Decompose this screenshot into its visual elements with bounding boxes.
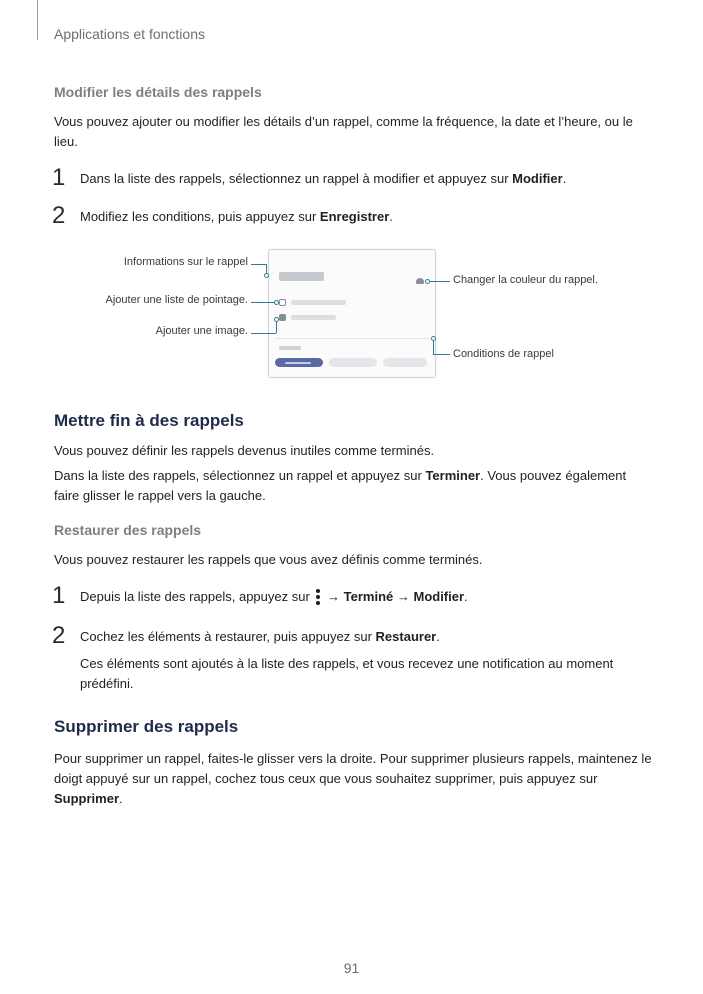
edit-section-title: Modifier les détails des rappels (54, 84, 262, 100)
callout-info: Informations sur le rappel (123, 256, 248, 268)
reminder-title-placeholder (279, 272, 324, 281)
edit-intro: Vous pouvez ajouter ou modifier les détails d’un rappel, comme la fréquence, la date et l’heure, ou le lieu. (54, 114, 633, 149)
divider (275, 338, 429, 339)
page-number: 91 (343, 960, 360, 976)
leader-dot (431, 336, 436, 341)
end-para-2: Dans la liste des rappels, sélectionnez un rappel et appuyez sur Terminer. Vous pouvez également faire glisser le rappel vers la gauche. (54, 468, 627, 503)
leader-dot (274, 300, 279, 305)
leader-line (433, 354, 450, 355)
edit-step-2: Modifiez les conditions, puis appuyez sur Enregistrer. (80, 209, 393, 224)
condition-chip (383, 358, 427, 367)
restore-step-2: Cochez les éléments à restaurer, puis appuyez sur Restaurer. (80, 629, 440, 644)
delete-para: Pour supprimer un rappel, faites-le glisser vers la droite. Pour supprimer plusieurs rappels, maintenez le doigt appuyé sur un rappel, cochez tous ceux que vous souhaitez supprimer, puis appuyez sur Supprimer. (54, 751, 652, 806)
condition-chip (329, 358, 377, 367)
more-options-icon (315, 589, 321, 605)
callout-conditions: Conditions de rappel (453, 348, 554, 360)
palette-icon (416, 278, 424, 284)
reminder-screen-illustration (268, 249, 436, 378)
delete-section-title: Supprimer des rappels (54, 717, 239, 736)
leader-line (251, 302, 275, 303)
step-number: 1 (52, 164, 66, 191)
checklist-placeholder (291, 300, 346, 305)
leader-dot (264, 273, 269, 278)
checklist-icon (279, 299, 286, 306)
callout-checklist: Ajouter une liste de pointage. (105, 294, 248, 306)
restore-step-1: Depuis la liste des rappels, appuyez sur → Terminé → Modifier. (80, 589, 468, 604)
end-para-1: Vous pouvez définir les rappels devenus inutiles comme terminés. (54, 443, 435, 458)
leader-line (251, 333, 276, 334)
chapter-title: Applications et fonctions (54, 26, 205, 42)
end-section-title: Mettre fin à des rappels (54, 411, 244, 430)
chip-text-placeholder (285, 362, 311, 364)
image-icon (279, 314, 286, 321)
conditions-placeholder (279, 346, 301, 350)
callout-color: Changer la couleur du rappel. (453, 274, 598, 286)
edit-step-1: Dans la liste des rappels, sélectionnez un rappel à modifier et appuyez sur Modifier. (80, 171, 567, 186)
image-placeholder (291, 315, 336, 320)
leader-line (430, 281, 450, 282)
callout-image: Ajouter une image. (155, 325, 248, 337)
margin-rule (37, 0, 38, 40)
restore-title: Restaurer des rappels (54, 522, 202, 538)
step-number: 2 (52, 202, 66, 229)
leader-dot (274, 317, 279, 322)
step-number: 1 (52, 582, 66, 609)
restore-note: Ces éléments sont ajoutés à la liste des rappels, et vous recevez une notification au moment prédéfini. (80, 656, 614, 691)
leader-line (251, 264, 266, 265)
step-number: 2 (52, 622, 66, 649)
leader-line (433, 340, 434, 354)
restore-intro: Vous pouvez restaurer les rappels que vous avez définis comme terminés. (54, 552, 483, 567)
